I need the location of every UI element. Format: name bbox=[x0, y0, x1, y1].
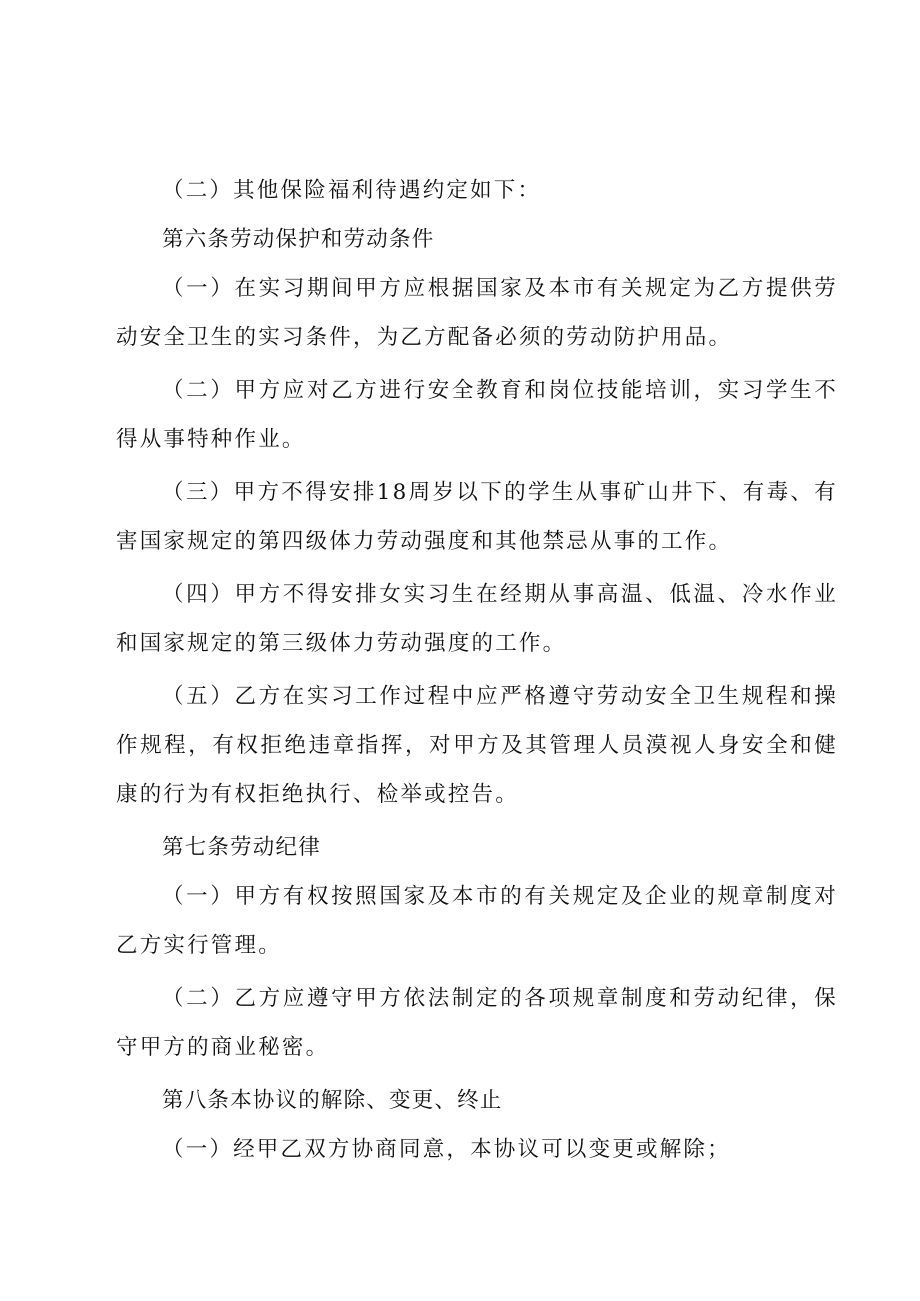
heading-article-7: 第七条劳动纪律 bbox=[162, 835, 321, 860]
paragraph-6-2: （二）甲方应对乙方进行安全教育和岗位技能培训，实习学生不得从事特种作业。 bbox=[116, 378, 838, 452]
heading-article-8: 第八条本协议的解除、变更、终止 bbox=[162, 1088, 503, 1113]
paragraph-6-3: （三）甲方不得安排18周岁以下的学生从事矿山井下、有毒、有害国家规定的第四级体力劳动强度和其他禁忌从事的工作。 bbox=[116, 480, 838, 554]
paragraph-6-5: （五）乙方在实习工作过程中应严格遵守劳动安全卫生规程和操作规程，有权拒绝违章指挥，对甲方及其管理人员漠视人身安全和健康的行为有权拒绝执行、检举或控告。 bbox=[116, 684, 838, 807]
heading-article-6: 第六条劳动保护和劳动条件 bbox=[162, 227, 435, 252]
paragraph-8-1: （一）经甲乙双方协商同意，本协议可以变更或解除； bbox=[162, 1137, 731, 1162]
paragraph-6-1: （一）在实习期间甲方应根据国家及本市有关规定为乙方提供劳动安全卫生的实习条件，为乙方配备必须的劳动防护用品。 bbox=[116, 276, 838, 350]
paragraph-7-1: （一）甲方有权按照国家及本市的有关规定及企业的规章制度对乙方实行管理。 bbox=[116, 884, 838, 958]
paragraph-6-4: （四）甲方不得安排女实习生在经期从事高温、低温、冷水作业和国家规定的第三级体力劳动强度的工作。 bbox=[116, 582, 838, 656]
document-body bbox=[116, 166, 838, 1174]
paragraph-other-benefits: （二）其他保险福利待遇约定如下： bbox=[162, 178, 542, 203]
paragraph-7-2: （二）乙方应遵守甲方依法制定的各项规章制度和劳动纪律，保守甲方的商业秘密。 bbox=[116, 986, 838, 1060]
